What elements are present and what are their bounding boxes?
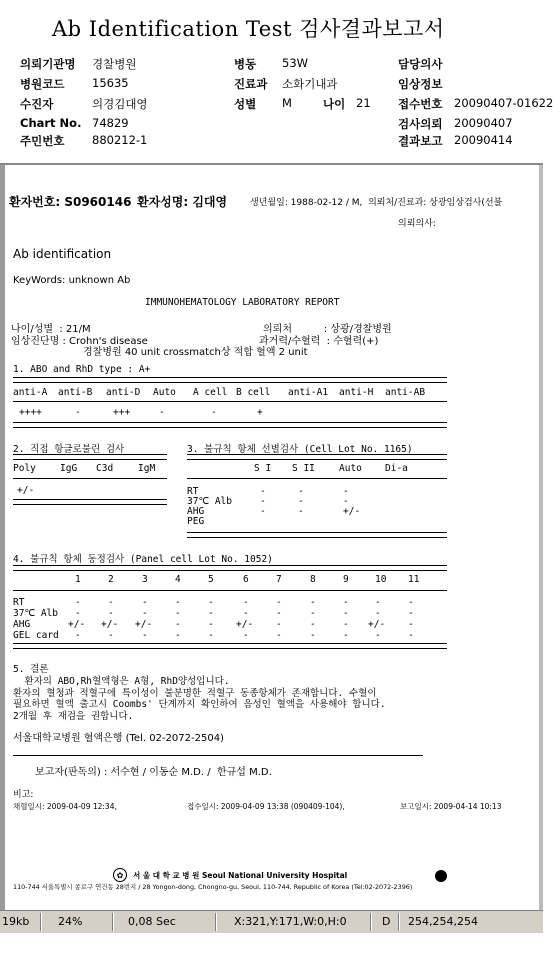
hdr-value: 20090407-01622 xyxy=(454,96,553,110)
panel-column-header: 7 xyxy=(276,574,282,585)
rule xyxy=(13,377,447,383)
viewer-scrollbar[interactable] xyxy=(539,165,543,910)
receive-time: 접수일시: 2009-04-09 13:38 (090409-104), xyxy=(187,802,345,811)
abo-rhd-heading: 1. ABO and RhD type : A+ xyxy=(13,364,151,375)
status-separator xyxy=(40,913,42,931)
crossmatch-note: 경찰병원 40 unit crossmatch상 적합 혈액 2 unit xyxy=(83,347,308,358)
dat-result-cell: +/- xyxy=(17,485,35,496)
rule xyxy=(187,454,447,460)
hdr-value: 20090414 xyxy=(454,133,513,147)
panel-result-cell: - xyxy=(208,619,214,630)
conclusion-line: 환자의 혈청과 적혈구에 특이성이 불분명한 적혈구 동종항체가 존재합니다. 수혈이 xyxy=(13,688,377,699)
abo-column-header: anti-D xyxy=(106,387,141,398)
hdr-value: 74829 xyxy=(92,116,129,130)
panel-result-cell: - xyxy=(142,608,148,619)
abo-result-cell: ++++ xyxy=(19,407,42,418)
conclusion-line: 환자의 ABO,Rh혈액형은 A형, RhD양성입니다. xyxy=(13,676,230,687)
blood-bank: 서울대학교병원 혈액은행 (Tel. 02-2072-2504) xyxy=(13,733,224,744)
screen-result-cell: +/- xyxy=(343,506,361,517)
status-rgb: 254,254,254 xyxy=(408,915,478,928)
abo-column-header: B cell xyxy=(236,387,271,398)
hdr-key: Chart No. xyxy=(20,116,82,130)
dat-heading: 2. 직접 항글로불린 검사 xyxy=(13,444,125,455)
status-separator xyxy=(215,913,217,931)
panel-result-cell: - xyxy=(108,630,114,641)
hdr-key: 검사의뢰 xyxy=(398,117,443,131)
window-bottom xyxy=(0,933,543,957)
panel-result-cell: - xyxy=(276,630,282,641)
screen-row-label: RT xyxy=(187,486,199,497)
screen-row-label: AHG xyxy=(187,506,205,517)
hospital-name: 서 울 대 학 교 병 원 Seoul National University Hospital xyxy=(133,871,348,880)
status-zoom: 24% xyxy=(58,915,83,928)
dat-column-header: C3d xyxy=(96,463,114,474)
status-time: 0,08 Sec xyxy=(128,915,176,928)
screen-row-label: 37℃ Alb xyxy=(187,496,232,507)
rule xyxy=(13,401,447,402)
hdr-key: 결과보고 xyxy=(398,134,443,148)
panel-result-cell: - xyxy=(310,630,316,641)
panel-result-cell: - xyxy=(108,608,114,619)
conclusion-heading: 5. 결론 xyxy=(13,664,49,675)
panel-result-cell: +/- xyxy=(68,619,86,630)
screen-result-cell: - xyxy=(260,486,266,497)
rule xyxy=(13,565,447,571)
conclusion-line: 필요하면 혈액 출고시 Coombs' 단계까지 확인하여 음성인 혈액을 사용해야 합니다. xyxy=(13,699,386,710)
stamp-dot-icon xyxy=(435,870,447,882)
panel-result-cell: +/- xyxy=(236,619,254,630)
abo-column-header: A cell xyxy=(193,387,228,398)
hdr-value: 15635 xyxy=(92,76,129,90)
panel-result-cell: - xyxy=(276,597,282,608)
status-separator xyxy=(398,913,400,931)
screen-result-cell: - xyxy=(343,496,349,507)
screen-heading: 3. 불규칙 항체 선별검사 (Cell Lot No. 1165) xyxy=(187,444,413,455)
panel-result-cell: - xyxy=(175,630,181,641)
report-title: Ab Identification Test 검사결과보고서 xyxy=(52,17,445,41)
panel-result-cell: - xyxy=(75,597,81,608)
dat-column-header: Poly xyxy=(13,463,36,474)
panel-result-cell: - xyxy=(310,597,316,608)
abo-column-header: anti-A xyxy=(13,387,48,398)
panel-result-cell: - xyxy=(142,630,148,641)
panel-heading: 4. 불규칙 항체 동정검사 (Panel cell Lot No. 1052) xyxy=(13,554,273,565)
panel-result-cell: - xyxy=(208,630,214,641)
screen-result-cell: - xyxy=(298,506,304,517)
reporter: 보고자(판독의) : 서수현 / 이동순 M.D. / 한규섭 M.D. xyxy=(35,767,272,778)
rule xyxy=(13,590,447,591)
hdr-key: 수진자 xyxy=(20,97,54,111)
panel-result-cell: - xyxy=(175,597,181,608)
panel-result-cell: - xyxy=(175,608,181,619)
panel-result-cell: - xyxy=(310,619,316,630)
screen-result-cell: - xyxy=(260,496,266,507)
abo-column-header: anti-AB xyxy=(385,387,426,398)
status-separator xyxy=(370,913,372,931)
patient-number: 환자번호: S0960146 xyxy=(9,195,132,209)
panel-column-header: 9 xyxy=(343,574,349,585)
hdr-value: M xyxy=(282,96,292,110)
hdr-key: 접수번호 xyxy=(398,97,443,111)
dat-column-header: IgM xyxy=(138,463,156,474)
panel-result-cell: - xyxy=(310,608,316,619)
status-separator xyxy=(112,913,114,931)
abo-result-cell: - xyxy=(75,407,81,418)
rule xyxy=(13,499,167,505)
panel-result-cell: - xyxy=(208,597,214,608)
hdr-value: 소화기내과 xyxy=(282,77,338,91)
dat-column-header: IgG xyxy=(60,463,78,474)
hdr-key: 병원코드 xyxy=(20,77,65,91)
report-header xyxy=(0,0,553,163)
status-filesize: 19kb xyxy=(2,915,30,928)
abo-result-cell: - xyxy=(159,407,165,418)
rule xyxy=(187,532,447,538)
lab-report-title: IMMUNOHEMATOLOGY LABORATORY REPORT xyxy=(145,297,340,308)
panel-column-header: 11 xyxy=(408,574,420,585)
panel-result-cell: +/- xyxy=(101,619,119,630)
abo-column-header: Auto xyxy=(153,387,176,398)
panel-result-cell: - xyxy=(75,608,81,619)
section-title: Ab identification xyxy=(13,247,112,261)
panel-row-label: 37℃ Alb xyxy=(13,608,58,619)
collect-time: 채혈일시: 2009-04-09 12:34, xyxy=(13,802,117,811)
panel-result-cell: - xyxy=(408,608,414,619)
panel-result-cell: - xyxy=(343,608,349,619)
screen-result-cell: - xyxy=(343,486,349,497)
panel-result-cell: - xyxy=(142,597,148,608)
panel-result-cell: - xyxy=(243,630,249,641)
abo-result-cell: + xyxy=(257,407,263,418)
panel-row-label: RT xyxy=(13,597,25,608)
hdr-key: 진료과 xyxy=(234,77,268,91)
panel-column-header: 5 xyxy=(208,574,214,585)
abo-result-cell: +++ xyxy=(113,407,131,418)
panel-result-cell: +/- xyxy=(368,619,386,630)
requesting-doctor: 의뢰의사: xyxy=(398,219,436,229)
scanned-report xyxy=(5,165,539,910)
panel-result-cell: - xyxy=(408,619,414,630)
panel-result-cell: - xyxy=(343,597,349,608)
panel-result-cell: - xyxy=(276,619,282,630)
panel-column-header: 1 xyxy=(75,574,81,585)
panel-result-cell: - xyxy=(175,619,181,630)
rule xyxy=(13,454,167,460)
rule xyxy=(13,478,167,479)
screen-row-label: PEG xyxy=(187,516,205,527)
panel-result-cell: - xyxy=(243,597,249,608)
screen-result-cell: - xyxy=(298,486,304,497)
abo-result-cell: - xyxy=(211,407,217,418)
requester-place: 의뢰처 : 상광/경찰병원 xyxy=(263,324,392,335)
status-bar xyxy=(0,910,543,933)
panel-result-cell: - xyxy=(375,630,381,641)
hdr-key: 담당의사 xyxy=(398,57,443,71)
panel-result-cell: - xyxy=(75,630,81,641)
hdr-key: 나이 xyxy=(323,97,346,111)
panel-result-cell: - xyxy=(408,597,414,608)
transfusion-history: 과거력/수혈력 : 수혈력(+) xyxy=(259,336,379,347)
hospital-address: 110-744 서울특별시 종로구 연건동 28번지 / 28 Yongon-dong, Chongno-gu, Seoul, 110-744, Republic of Korea (Tel:02-2072-2396) xyxy=(13,883,413,891)
panel-result-cell: - xyxy=(208,608,214,619)
panel-result-cell: - xyxy=(375,608,381,619)
panel-column-header: 4 xyxy=(175,574,181,585)
panel-column-header: 8 xyxy=(310,574,316,585)
hdr-key: 병동 xyxy=(234,57,257,71)
rule xyxy=(13,643,447,649)
panel-column-header: 3 xyxy=(142,574,148,585)
status-coords: X:321,Y:171,W:0,H:0 xyxy=(234,915,347,928)
rule xyxy=(187,478,447,479)
screen-column-header: S I xyxy=(254,463,272,474)
hdr-value: 경찰병원 xyxy=(92,57,137,71)
panel-result-cell: - xyxy=(276,608,282,619)
screen-column-header: Auto xyxy=(339,463,362,474)
diagnosis: 임상진단명 : Crohn's disease xyxy=(11,336,148,347)
hdr-value: 의경김대영 xyxy=(92,97,148,111)
keywords: KeyWords: unknown Ab xyxy=(13,275,131,286)
screen-column-header: S II xyxy=(292,463,315,474)
panel-result-cell: - xyxy=(375,597,381,608)
panel-result-cell: +/- xyxy=(135,619,153,630)
hospital-logo-icon: ✿ xyxy=(113,868,127,882)
age-sex: 나이/성별 : 21/M xyxy=(11,324,91,335)
rule xyxy=(13,755,423,756)
hdr-key: 임상정보 xyxy=(398,77,443,91)
screen-result-cell: - xyxy=(260,506,266,517)
panel-result-cell: - xyxy=(408,630,414,641)
panel-result-cell: - xyxy=(243,608,249,619)
conclusion-line: 2개월 후 재검을 권합니다. xyxy=(13,711,134,722)
abo-column-header: anti-A1 xyxy=(288,387,329,398)
abo-column-header: anti-H xyxy=(339,387,374,398)
abo-column-header: anti-B xyxy=(58,387,93,398)
patient-birth: 생년월일: 1988-02-12 / M, 의뢰처/진료과: 상광임상검사(선불 xyxy=(250,198,503,208)
panel-result-cell: - xyxy=(343,630,349,641)
hdr-value: 21 xyxy=(356,96,371,110)
panel-column-header: 2 xyxy=(108,574,114,585)
screen-result-cell: - xyxy=(298,496,304,507)
hdr-key: 주민번호 xyxy=(20,134,65,148)
hdr-value: 20090407 xyxy=(454,116,513,130)
hdr-key: 성별 xyxy=(234,97,257,111)
report-time: 보고일시: 2009-04-14 10:13 xyxy=(400,802,502,811)
panel-row-label: AHG xyxy=(13,619,31,630)
patient-name: 환자성명: 김대영 xyxy=(137,195,228,209)
hdr-value: 880212-1 xyxy=(92,133,148,147)
panel-row-label: GEL card xyxy=(13,630,59,641)
hdr-value: 53W xyxy=(282,56,309,70)
screen-column-header: Di-a xyxy=(385,463,408,474)
note-label: 비고: xyxy=(13,790,34,800)
panel-result-cell: - xyxy=(108,597,114,608)
panel-column-header: 10 xyxy=(375,574,387,585)
panel-column-header: 6 xyxy=(243,574,249,585)
panel-result-cell: - xyxy=(343,619,349,630)
rule xyxy=(13,422,447,428)
status-mode: D xyxy=(382,915,391,928)
hdr-key: 의뢰기관명 xyxy=(20,57,76,71)
